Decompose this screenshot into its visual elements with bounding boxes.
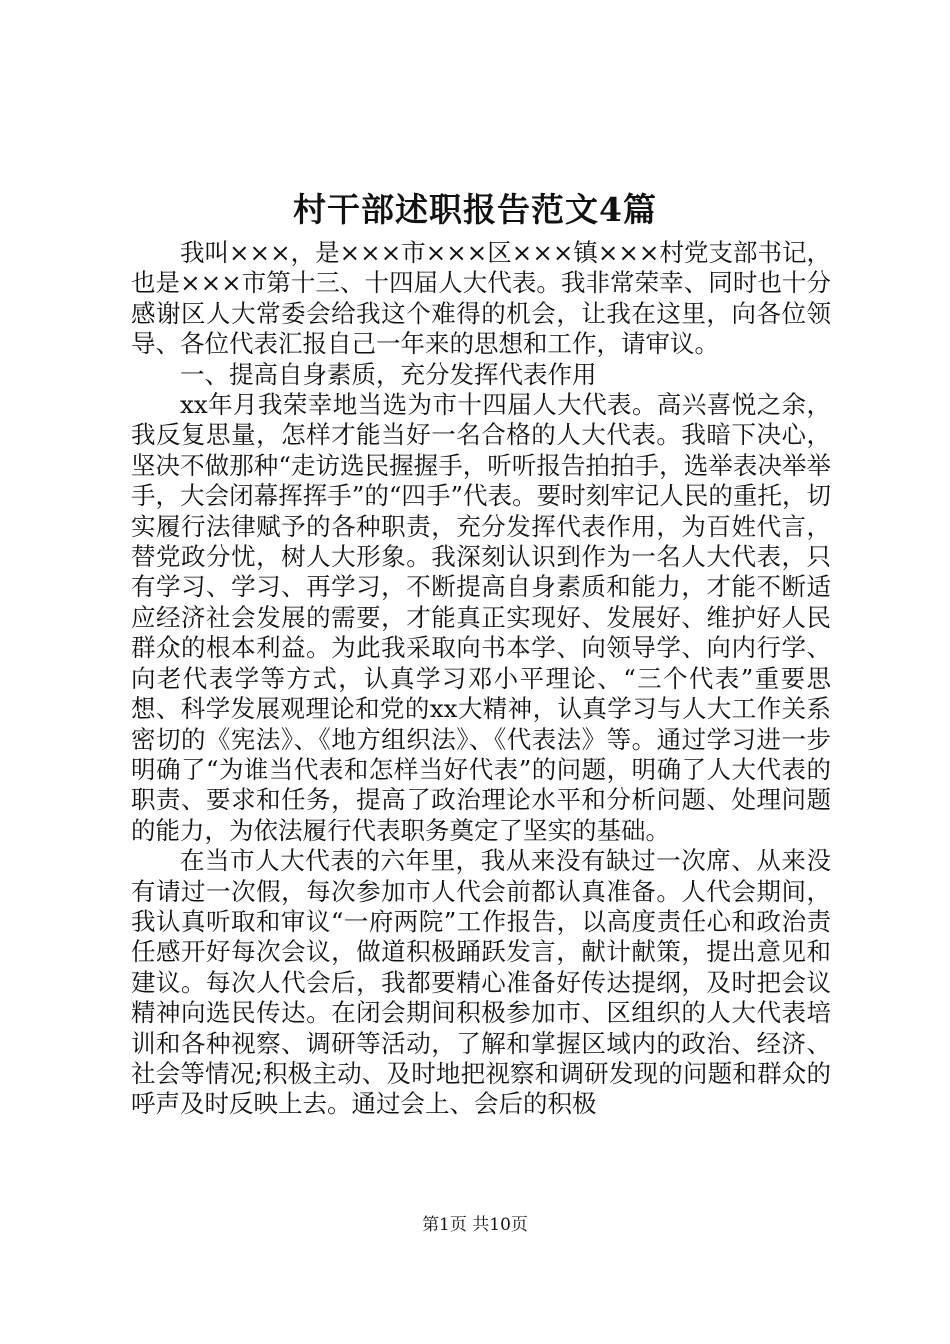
paragraph-study: xx年月我荣幸地当选为市十四届人大代表。高兴喜悦之余，我反复思量，怎样才能当好一名合格的人大代表。我暗下决心，坚决不做那种“走访选民握握手，听听报告拍拍手，选举表决举举手，大会闭幕挥挥手”的“四手”代表。要时刻牢记人民的重托，切实履行法律赋予的各种职责，充分发挥代表作用，为百姓代言，替党政分忧，树人大形象。我深刻认识到作为一名人大代表，只有学习、学习、再学习，不断提高自身素质和能力，才能不断适应经济社会发展的需要，才能真正实现好、发展好、维护好人民群众的根本利益。为此我采取向书本学、向领导学、向内行学、向老代表学等方式，认真学习邓小平理论、“三个代表”重要思想、科学发展观理论和党的xx大精神，认真学习与人大工作关系密切的《宪法》、《地方组织法》、《代表法》等。通过学习进一步明确了“为谁当代表和怎样当好代表”的问题，明确了人大代表的职责、要求和任务，提高了政治理论水平和分析问题、处理问题的能力，为依法履行代表职务奠定了坚实的基础。 <box>131 390 831 845</box>
paragraph-intro: 我叫×××，是×××市×××区×××镇×××村党支部书记，也是×××市第十三、十四届人大代表。我非常荣幸、同时也十分感谢区人大常委会给我这个难得的机会，让我在这里，向各位领导、各位代表汇报自己一年来的思想和工作，请审议。 <box>131 238 831 359</box>
document-body <box>131 238 831 1120</box>
page-number-footer: 第1页 共10页 <box>422 1215 528 1235</box>
section-heading-1: 一、提高自身素质，充分发挥代表作用 <box>180 359 597 389</box>
document-title: 村干部述职报告范文4篇 <box>293 190 657 229</box>
paragraph-attendance: 在当市人大代表的六年里，我从来没有缺过一次席、从来没有请过一次假，每次参加市人代会前都认真准备。人代会期间，我认真听取和审议“一府两院”工作报告，以高度责任心和政治责任感开好每次会议，做道积极踊跃发言，献计献策，提出意见和建议。每次人代会后，我都要精心准备好传达提纲，及时把会议精神向选民传达。在闭会期间积极参加市、区组织的人大代表培训和各种视察、调研等活动，了解和掌握区域内的政治、经济、社会等情况;积极主动、及时地把视察和调研发现的问题和群众的呼声及时反映上去。通过会上、会后的积极 <box>131 846 831 1119</box>
